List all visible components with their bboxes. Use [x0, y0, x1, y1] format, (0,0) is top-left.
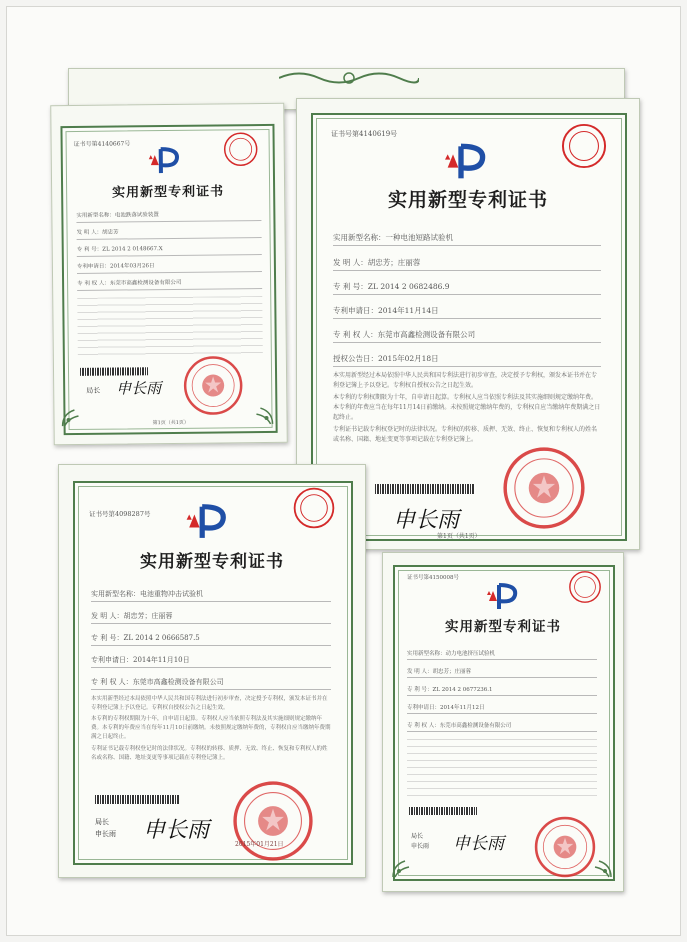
certificate-body-para-3: 专利证书记载专利权登记时的法律状况。专利权的转移、质押、无效、终止、恢复和专利权人的姓名或名称、国籍、地址变更等事项记载在专利登记簿上。: [333, 426, 598, 443]
patent-logo-icon: [147, 145, 187, 179]
field-value: ZL 2014 2 0666587.5: [123, 634, 200, 642]
official-seal-icon: [533, 815, 597, 883]
certificate-number: 证书号第4140667号: [73, 140, 131, 148]
field-value: ZL 2014 2 0682486.9: [367, 282, 450, 291]
director-label: 局长: [95, 818, 109, 826]
field-value: 电池重物冲击试验机: [140, 590, 203, 598]
divider: [333, 342, 601, 343]
divider: [91, 601, 331, 602]
official-seal-icon: [501, 445, 587, 535]
director-name: 申长雨: [411, 843, 430, 850]
field-label: 发 明 人：: [333, 258, 368, 267]
field-value: 东莞市高鑫检测设备有限公司: [132, 678, 224, 686]
certificate-body-lines: [77, 296, 263, 358]
field-value: 胡忠芳；庄丽蓉: [432, 669, 472, 675]
barcode: [375, 484, 475, 494]
field-value: 东莞市高鑫检测设备有限公司: [439, 723, 512, 729]
corner-ornament-icon: [60, 406, 82, 428]
field-label: 专利申请日：: [333, 306, 378, 315]
field-label: 实用新型名称：: [407, 651, 446, 657]
field-value: 动力电池挤压试验机: [445, 651, 496, 657]
field-value: 东莞市高鑫检测设备有限公司: [377, 330, 476, 339]
certificate-body-para-1: 本实用新型经过本局依照中华人民共和国专利法进行初步审查，决定授予专利权，颁发本证书并在专利登记簿上予以登记。专利权自授权公告之日起生效。: [333, 372, 598, 389]
certificate-title: 实用新型专利证书: [112, 184, 225, 201]
field-holder: [77, 278, 181, 287]
divider: [91, 645, 331, 646]
field-inventor: [77, 228, 119, 236]
field-value: 一种电池短路试验机: [385, 233, 453, 242]
stamp-icon: [291, 485, 337, 535]
field-value: 胡忠芳: [102, 229, 119, 236]
field-name: [76, 210, 159, 219]
field-name: [333, 232, 453, 243]
field-value: ZL 2014 2 0677236.1: [432, 687, 493, 693]
field-value: 电池跌落试验装置: [114, 212, 159, 219]
barcode: [409, 807, 477, 815]
divider: [407, 677, 597, 678]
certificate-title: 实用新型专利证书: [387, 189, 548, 211]
director-signature: 申长雨: [116, 379, 162, 398]
certificate-number: 证书号第4140619号: [331, 130, 398, 138]
field-label: 专 利 号：: [76, 246, 103, 253]
field-patent-no: [91, 633, 200, 643]
field-label: 专利申请日：: [407, 705, 441, 711]
field-patent-no: [407, 685, 492, 693]
field-filing-date: [91, 655, 190, 665]
field-label: 发 明 人：: [91, 612, 124, 620]
field-value: 胡忠芳；庄丽蓉: [123, 612, 173, 620]
certificate-body-lines: [407, 739, 597, 801]
field-holder: [407, 721, 511, 729]
field-label: 专 利 权 人：: [407, 723, 440, 729]
field-value: 东莞市高鑫检测设备有限公司: [109, 279, 182, 287]
director-signature: 申长雨: [143, 818, 210, 843]
field-filing-date: [333, 305, 439, 316]
divider: [91, 623, 331, 624]
divider: [91, 667, 331, 668]
barcode: [95, 795, 179, 804]
field-label: 发 明 人：: [407, 669, 433, 675]
certificate-body-para-1: 本实用新型经过本局依照中华人民共和国专利法进行初步审查，决定授予专利权，颁发本证书并在专利登记簿上予以登记。专利权自授权公告之日起生效。: [91, 696, 328, 711]
divider: [333, 270, 601, 271]
field-inventor: [91, 611, 172, 621]
ornament-top: [279, 69, 419, 91]
stamp-icon: [221, 130, 259, 172]
field-filing-date: [407, 703, 485, 711]
field-label: 专利申请日：: [91, 656, 133, 664]
field-holder: [91, 677, 224, 687]
certificate-title: 实用新型专利证书: [445, 619, 561, 635]
divider: [333, 318, 601, 319]
divider: [407, 695, 597, 696]
divider: [91, 689, 331, 690]
field-label: 专利申请日：: [76, 263, 110, 270]
field-patent-no: [77, 244, 163, 253]
field-value: 2014年11月10日: [133, 656, 190, 664]
official-seal-icon: [182, 354, 245, 421]
field-label: 发 明 人：: [76, 229, 103, 236]
field-value: ZL 2014 2 0148667.X: [102, 246, 163, 253]
page-number: 第1页（共1页）: [152, 419, 189, 427]
certificate-number: 证书号第4150008号: [407, 575, 459, 581]
patent-logo-icon: [485, 581, 525, 615]
field-label: 授权公告日：: [333, 354, 378, 363]
patent-logo-icon: [442, 141, 496, 185]
director-signature: 申长雨: [453, 834, 504, 854]
field-label: 专 利 权 人：: [91, 678, 133, 686]
field-label: 专 利 号：: [333, 282, 368, 291]
divider: [333, 245, 601, 246]
page-number: 第1页（共1页）: [437, 533, 481, 540]
field-value: 2015年02月18日: [378, 354, 439, 363]
divider: [407, 713, 597, 714]
certificate-4: [382, 552, 624, 892]
divider: [333, 294, 601, 295]
divider: [407, 731, 597, 732]
field-label: 专 利 权 人：: [77, 280, 110, 287]
stamp-icon: [559, 121, 609, 175]
field-value: 2014年03月26日: [109, 263, 155, 270]
seal-date: 2015年01月21日: [235, 841, 284, 848]
field-label: 专 利 号：: [91, 634, 124, 642]
director-name: 申长雨: [95, 830, 116, 838]
divider: [407, 659, 597, 660]
field-value: 2014年11月14日: [378, 306, 439, 315]
certificate-3: [58, 464, 366, 878]
field-patent-no: [333, 281, 450, 292]
field-grant-date: [333, 353, 439, 364]
divider: [333, 366, 601, 367]
certificate-body-para-3: 专利证书记载专利权登记时的法律状况。专利权的转移、质押、无效、终止、恢复和专利权人的姓名或名称、国籍、地址变更等事项记载在专利登记簿上。: [91, 746, 328, 761]
corner-ornament-icon: [391, 857, 413, 879]
field-label: 专 利 权 人：: [333, 330, 378, 339]
field-name: [407, 649, 495, 657]
certificate-body-para-2: 本专利的专利权期限为十年，自申请日起算。专利权人应当依照专利法及其实施细则规定缴纳年费。本专利的年费应当在每年11月10日前缴纳。未按照规定缴纳年费的，专利权自应当缴纳年费期满之日起终止。: [91, 716, 331, 740]
certificate-number: 证书号第4098287号: [89, 510, 151, 518]
corner-ornament-icon: [591, 857, 613, 879]
field-inventor: [333, 257, 420, 268]
field-filing-date: [77, 261, 155, 270]
field-label: 实用新型名称：: [333, 233, 386, 242]
official-seal-icon: [231, 779, 315, 867]
director-label: 局长: [411, 833, 424, 840]
field-value: 胡忠芳；庄丽蓉: [367, 258, 421, 267]
certificate-body-para-2: 本专利的专利权期限为十年，自申请日起算。专利权人应当依照专利法及其实施细则规定缴纳年费。本专利的年费应当在每年11月14日前缴纳。未按照规定缴纳年费的，专利权自应当缴纳年费期满之日起终止。: [333, 394, 601, 421]
certificate-title: 实用新型专利证书: [140, 552, 284, 572]
patent-logo-icon: [184, 501, 236, 545]
field-label: 专 利 号：: [407, 687, 433, 693]
field-holder: [333, 329, 475, 340]
barcode: [80, 367, 148, 376]
director-label: 局长: [86, 386, 101, 395]
corner-ornament-icon: [252, 404, 274, 426]
field-label: 实用新型名称：: [76, 212, 115, 219]
stamp-icon: [567, 569, 603, 609]
certificate-1: [50, 103, 288, 445]
field-inventor: [407, 667, 471, 675]
field-name: [91, 589, 203, 599]
field-value: 2014年11月12日: [440, 705, 485, 711]
field-label: 实用新型名称：: [91, 590, 140, 598]
director-signature: 申长雨: [393, 508, 460, 533]
